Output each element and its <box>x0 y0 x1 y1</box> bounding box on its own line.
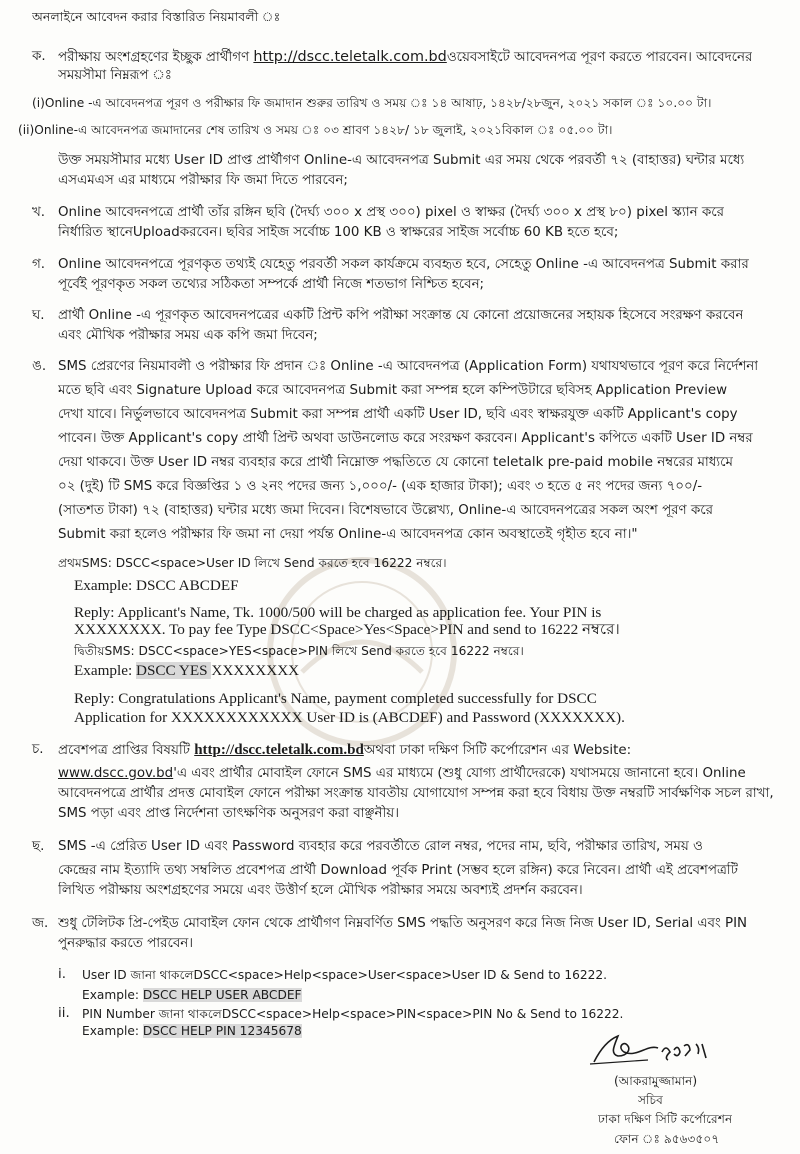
item-uma-line7: (সাতশত টাকা) ৭২ (বাহাত্তর) ঘন্টার মধ্যে জমা দিবেন। বিশেষভাবে উল্লেখ্য, Online-এ আবেদনপত্রের সকল অংশ পূরণ করে <box>58 503 714 518</box>
item-cha-line4: SMS পড়া এবং প্রাপ্ত নির্দেশনা তাৎক্ষণিক অনুসরণ করা বাঞ্ছনীয়। <box>58 806 399 821</box>
item-ka-line5: উক্ত সময়সীমার মধ্যে User ID প্রাপ্ত প্রার্থীগণ Online-এ আবেদনপত্র Submit এর সময় থেকে পরবর্তী ৭২ (বাহাত্তর) ঘন্টার মধ্যে <box>58 153 745 168</box>
dscc-website-link[interactable]: www.dscc.gov.bd <box>58 766 174 781</box>
item-cha-line1-text: প্রবেশপত্র প্রাপ্তির বিষয়টি <box>58 743 195 758</box>
sms-example-1: Example: DSCC ABCDEF <box>74 577 239 594</box>
sms-example-2-prefix: Example: <box>74 662 136 679</box>
item-cha-line1 <box>58 741 631 760</box>
item-ja-sub-i-label: i. <box>58 967 66 982</box>
item-ka-line6: এসএমএস এর মাধ্যমে পরীক্ষার ফি জমা দিতে পারবেন; <box>58 173 348 188</box>
teletalk-link[interactable]: http://dscc.teletalk.com.bd <box>253 49 447 65</box>
item-uma-label: ঙ. <box>32 359 47 374</box>
item-kha-line2: নির্ধারিত স্থানেUploadকরবেন। ছবির সাইজ সর্বোচ্চ 100 KB ও স্বাক্ষরের সাইজ সর্বোচ্চ 60 KB হতে হবে; <box>58 225 619 240</box>
signatory-office: ঢাকা দক্ষিণ সিটি কর্পোরেশন <box>598 1112 733 1126</box>
recover-pin-example-prefix: Example: <box>82 1024 143 1038</box>
sms-example-2 <box>74 662 299 680</box>
sms-second-instruction: দ্বিতীয়SMS: DSCC<space>YES<space>PIN লিখে Send করতে হবে 16222 নম্বরে। <box>74 644 524 658</box>
item-cha-line2 <box>58 765 746 783</box>
item-ka-line1 <box>58 48 752 67</box>
item-gha-label: ঘ. <box>32 308 45 323</box>
recover-user-id-example <box>82 986 302 1004</box>
item-ka-line1-text: পরীক্ষায় অংশগ্রহণের ইচ্ছুক প্রার্থীগণ <box>58 50 254 65</box>
item-uma-line1: SMS প্রেরণের নিয়মাবলী ও পরীক্ষার ফি প্রদান ঃ Online -এ আবেদনপত্র (Application Form) যথাযথভাবে পূরণ করে নির্দেশনা <box>58 359 759 374</box>
recover-pin-example-code: DSCC HELP PIN 12345678 <box>142 1024 302 1038</box>
item-ga-line2: পূর্বেই পূরণকৃত সকল তথ্যের সঠিকতা সম্পর্কে প্রার্থী নিজে শতভাগ নিশ্চিত হবেন; <box>58 277 485 292</box>
item-cha-line2-tail: 'এ এবং প্রার্থীর মোবাইল ফোনে SMS এর মাধ্যমে (শুধু যোগ্য প্রার্থীদেরকে) যথাসময়ে জানানো হবে। Online <box>173 766 746 781</box>
item-gha-line1: প্রার্থী Online -এ পূরণকৃত আবেদনপত্রের একটি প্রিন্ট কপি পরীক্ষা সংক্রান্ত যে কোনো প্রয়োজনের সহায়ক হিসেবে সংরক্ষণ করবেন <box>58 308 744 323</box>
item-cha-line1-tail: অথবা ঢাকা দক্ষিণ সিটি কর্পোরেশন এর Website: <box>363 743 632 758</box>
item-chha-label: ছ. <box>32 839 45 854</box>
item-ga-line1: Online আবেদনপত্রে পূরণকৃত তথ্যই যেহেতু পরবর্তী সকল কার্যক্রমে ব্যবহৃত হবে, সেহেতু Online -এ আবেদনপত্র Submit করার <box>58 257 749 272</box>
item-uma-line2: মতে ছবি এবং Signature Upload করে আবেদনপত্র Submit করা সম্পন্ন হলে কম্পিউটারে ছবিসহ Application Preview <box>58 383 728 398</box>
signatory-phone: ফোন ঃ ৯৫৬৩৫০৭ <box>614 1132 720 1146</box>
sms-reply-2b: Application for XXXXXXXXXXXX User ID is (ABCDEF) and Password (XXXXXXX). <box>74 709 625 726</box>
admit-card-link[interactable]: http://dscc.teletalk.com.bd <box>194 742 364 758</box>
signatory-title: সচিব <box>638 1093 663 1107</box>
item-ka-line1-tail: ওয়েবসাইটে আবেদনপত্র পূরণ করতে পারবেন। আবেদনের <box>446 50 753 65</box>
item-uma-line5: দেয়া থাকবে। উক্ত User ID নম্বর ব্যবহার করে প্রার্থী নিম্নোক্ত পদ্ধতিতে যে কোনো teletalk pre-paid mobile নম্বরের মাধ্যমে <box>58 455 733 470</box>
sms-first-instruction: প্রথমSMS: DSCC<space>User ID লিখে Send করতে হবে 16222 নম্বরে। <box>58 556 447 570</box>
item-ka-label: ক. <box>32 49 46 64</box>
item-ka-line2: সময়সীমা নিম্নরূপ ঃ <box>58 68 172 83</box>
item-ja-label: জ. <box>32 916 49 931</box>
item-ga-label: গ. <box>32 257 46 272</box>
item-uma-line6: ০২ (দুই) টি SMS করে বিজ্ঞপ্তির ১ ও ২নং পদের জন্য ১,০০০/- (এক হাজার টাকা); এবং ৩ হতে ৫ নং পদের জন্য ৭০০/- <box>58 479 703 494</box>
recover-user-id-instruction: User ID জানা থাকলেDSCC<space>Help<space>User<space>User ID & Send to 16222. <box>82 968 607 982</box>
sms-reply-2a: Reply: Congratulations Applicant's Name, payment completed successfully for DSCC <box>74 690 597 707</box>
page-header: অনলাইনে আবেদন করার বিস্তারিত নিয়মাবলী ঃ <box>32 9 281 24</box>
item-gha-line2: এবং মৌখিক পরীক্ষার সময় এক কপি জমা দিবেন; <box>58 328 318 343</box>
handwritten-signature <box>588 1022 718 1068</box>
sms-reply-1a: Reply: Applicant's Name, Tk. 1000/500 will be charged as application fee. Your PIN is <box>74 604 602 621</box>
item-ja-line1: শুধু টেলিটক প্রি-পেইড মোবাইল ফোন থেকে প্রার্থীগণ নিম্নবর্ণিত SMS পদ্ধতি অনুসরণ করে নিজ নিজ User ID, Serial এবং PIN <box>58 916 748 931</box>
item-chha-line3: লিখিত পরীক্ষায় অংশগ্রহণের সময়ে এবং উত্তীর্ণ হলে মৌখিক পরীক্ষার সময়ে অবশ্যই প্রদর্শন করবেন। <box>58 883 583 898</box>
item-uma-line8: Submit করা হলেও পরীক্ষার ফি জমা না দেয়া পর্যন্ত Online-এ আবেদনপত্র কোন অবস্থাতেই গৃহীত হবে না।" <box>58 527 638 542</box>
sms-example-2-code: XXXXXXXX <box>211 662 300 679</box>
item-cha-line3: আবেদনপত্রে প্রার্থীর প্রদত্ত মোবাইল ফোনে পরীক্ষা সংক্রান্ত যাবতীয় যোগাযোগ সম্পন্ন করা হবে বিধায় উক্ত নম্বরটি সার্বক্ষণিক সচল রাখা, <box>58 786 774 801</box>
recover-user-id-example-prefix: Example: <box>82 988 143 1002</box>
signatory-name: (আকরামুজ্জামান) <box>614 1074 698 1088</box>
item-kha-label: খ. <box>32 205 46 220</box>
item-chha-line2: কেন্দ্রের নাম ইত্যাদি তথ্য সম্বলিত প্রবেশপত্র প্রার্থী Download পূর্বক Print (সম্ভব হলে রঙ্গিন) করে নিবেন। প্রার্থী এই প্রবেশপত্রটি <box>58 863 738 878</box>
item-ja-line2: পুনরুদ্ধার করতে পারবেন। <box>58 936 194 951</box>
item-cha-label: চ. <box>32 742 44 757</box>
item-ja-sub-ii-label: ii. <box>58 1006 70 1021</box>
item-uma-line4: পাবেন। উক্ত Applicant's copy প্রার্থী প্রিন্ট অথবা ডাউনলোড করে সংরক্ষণ করবেন। Applicant's কপিতে একটি User ID নম্বর <box>58 431 753 446</box>
recover-pin-instruction: PIN Number জানা থাকলেDSCC<space>Help<space>PIN<space>PIN No & Send to 16222. <box>82 1007 624 1021</box>
schedule-start: (i)Online -এ আবেদনপত্র পূরণ ও পরীক্ষার ফি জমাদান শুরুর তারিখ ও সময় ঃ ১৪ আষাঢ়, ১৪২৮/২৮জুন, ২০২১ সকাল ঃ ১০.০০ টা। <box>32 96 712 110</box>
item-chha-line1: SMS -এ প্রেরিত User ID এবং Password ব্যবহার করে পরবর্তীতে রোল নম্বর, পদের নাম, ছবি, পরীক্ষার তারিখ, সময় ও <box>58 839 703 854</box>
item-uma-line3: দেখা যাবে। নির্ভুলভাবে আবেদনপত্র Submit করা সম্পন্ন প্রার্থী একটি User ID, ছবি এবং স্বাক্ষরযুক্ত একটি Applicant's copy <box>58 407 738 422</box>
item-kha-line1: Online আবেদনপত্রে প্রার্থী তাঁর রঙ্গিন ছবি (দৈর্ঘ্য ৩০০ x প্রস্থ ৩০০) pixel ও স্বাক্ষর (দৈর্ঘ্য ৩০০ x প্রস্থ ৮০) pixel স্ক্যান করে <box>58 205 724 220</box>
recover-user-id-example-code: DSCC HELP USER ABCDEF <box>142 988 302 1002</box>
sms-example-2-highlight: DSCC YES <box>136 662 212 679</box>
recover-pin-example <box>82 1022 302 1040</box>
sms-reply-1b: XXXXXXXX. To pay fee Type DSCC<Space>Yes<Space>PIN and send to 16222 নম্বরে। <box>74 621 620 638</box>
schedule-end: (ii)Online-এ আবেদনপত্র জমাদানের শেষ তারিখ ও সময় ঃ ০৩ শ্রাবণ ১৪২৮/ ১৮ জুলাই, ২০২১বিকাল ঃ ০৫.০০ টা। <box>18 123 613 137</box>
